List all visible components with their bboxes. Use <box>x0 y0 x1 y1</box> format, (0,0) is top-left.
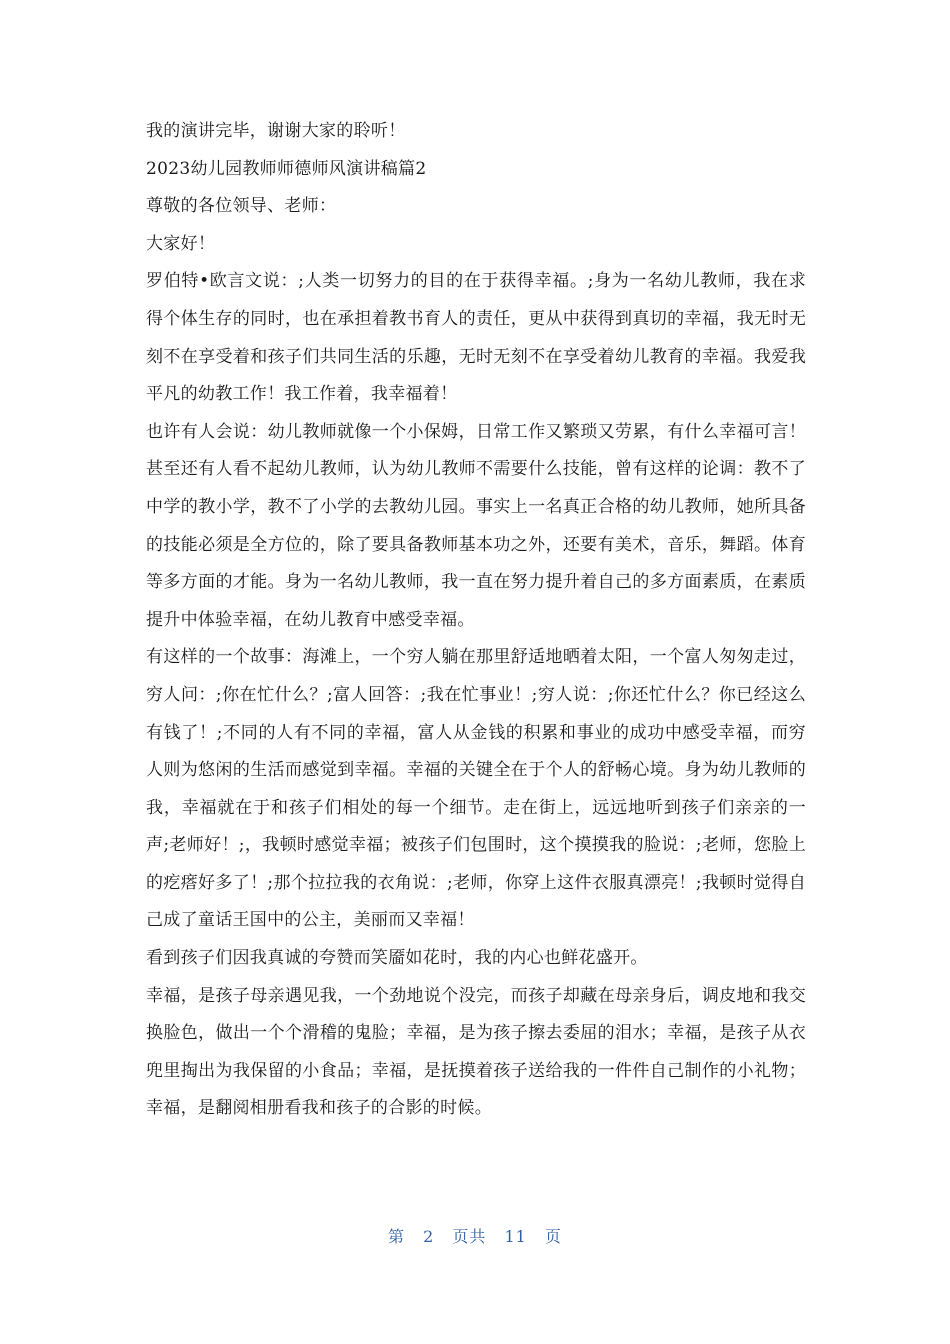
closing-line: 我的演讲完毕，谢谢大家的聆听！ <box>146 121 406 141</box>
document-body <box>146 113 806 1128</box>
paragraph-story: 有这样的一个故事：海滩上，一个穷人躺在那里舒适地晒着太阳，一个富人匆匆走过，穷人问：;你在忙什么？;富人回答：;我在忙事业！;穷人说：;你还忙什么？你已经这么有钱了！;不同的人有不同的幸福，富人从金钱的积累和事业的成功中感受幸福，而穷人则为悠闲的生活而感觉到幸福。幸福的关键全在于个人的舒畅心境。身为幼儿教师的我，幸福就在于和孩子们相处的每一个细节。走在街上，远远地听到孩子们亲亲的一声;老师好！;，我顿时感觉幸福；被孩子们包围时，这个摸摸我的脸说：;老师，您脸上的疙瘩好多了！;那个拉拉我的衣角说：;老师，你穿上这件衣服真漂亮！;我顿时觉得自己成了童话王国中的公主，美丽而又幸福！ <box>146 647 806 931</box>
section-title: 2023幼儿园教师师德师风演讲稿篇2 <box>146 158 427 179</box>
paragraph-happiness: 幸福，是孩子母亲遇见我，一个劲地说个没完，而孩子却藏在母亲身后，调皮地和我交换脸色，做出一个个滑稽的鬼脸；幸福，是为孩子擦去委屈的泪水；幸福，是孩子从衣兜里掏出为我保留的小食品；幸福，是抚摸着孩子送给我的一件件自己制作的小礼物；幸福，是翻阅相册看我和孩子的合影的时候。 <box>146 985 806 1119</box>
paragraph-quote: 罗伯特•欧言文说：;人类一切努力的目的在于获得幸福。;身为一名幼儿教师，我在求得个体生存的同时，也在承担着教书育人的责任，更从中获得到真切的幸福，我无时无刻不在享受着和孩子们共同生活的乐趣，无时无刻不在享受着幼儿教育的幸福。我爱我平凡的幼教工作！我工作着，我幸福着！ <box>146 271 806 405</box>
paragraph-smiles: 看到孩子们因我真诚的夸赞而笑靥如花时，我的内心也鲜花盛开。 <box>146 948 648 969</box>
greeting: 大家好！ <box>146 233 216 254</box>
paragraph-skills: 也许有人会说：幼儿教师就像一个小保姆，日常工作又繁琐又劳累，有什么幸福可言！甚至还有人看不起幼儿教师，认为幼儿教师不需要什么技能，曾有这样的论调：教不了中学的教小学，教不了小学的去教幼儿园。事实上一名真正合格的幼儿教师，她所具备的技能必须是全方位的，除了要具备教师基本功之外，还要有美术，音乐，舞蹈。体育等多方面的才能。身为一名幼儿教师，我一直在努力提升着自己的多方面素质，在素质提升中体验幸福，在幼儿教育中感受幸福。 <box>146 421 806 630</box>
salutation: 尊敬的各位领导、老师： <box>146 196 337 217</box>
page-number-footer: 第 2 页共 11 页 <box>388 1227 562 1246</box>
